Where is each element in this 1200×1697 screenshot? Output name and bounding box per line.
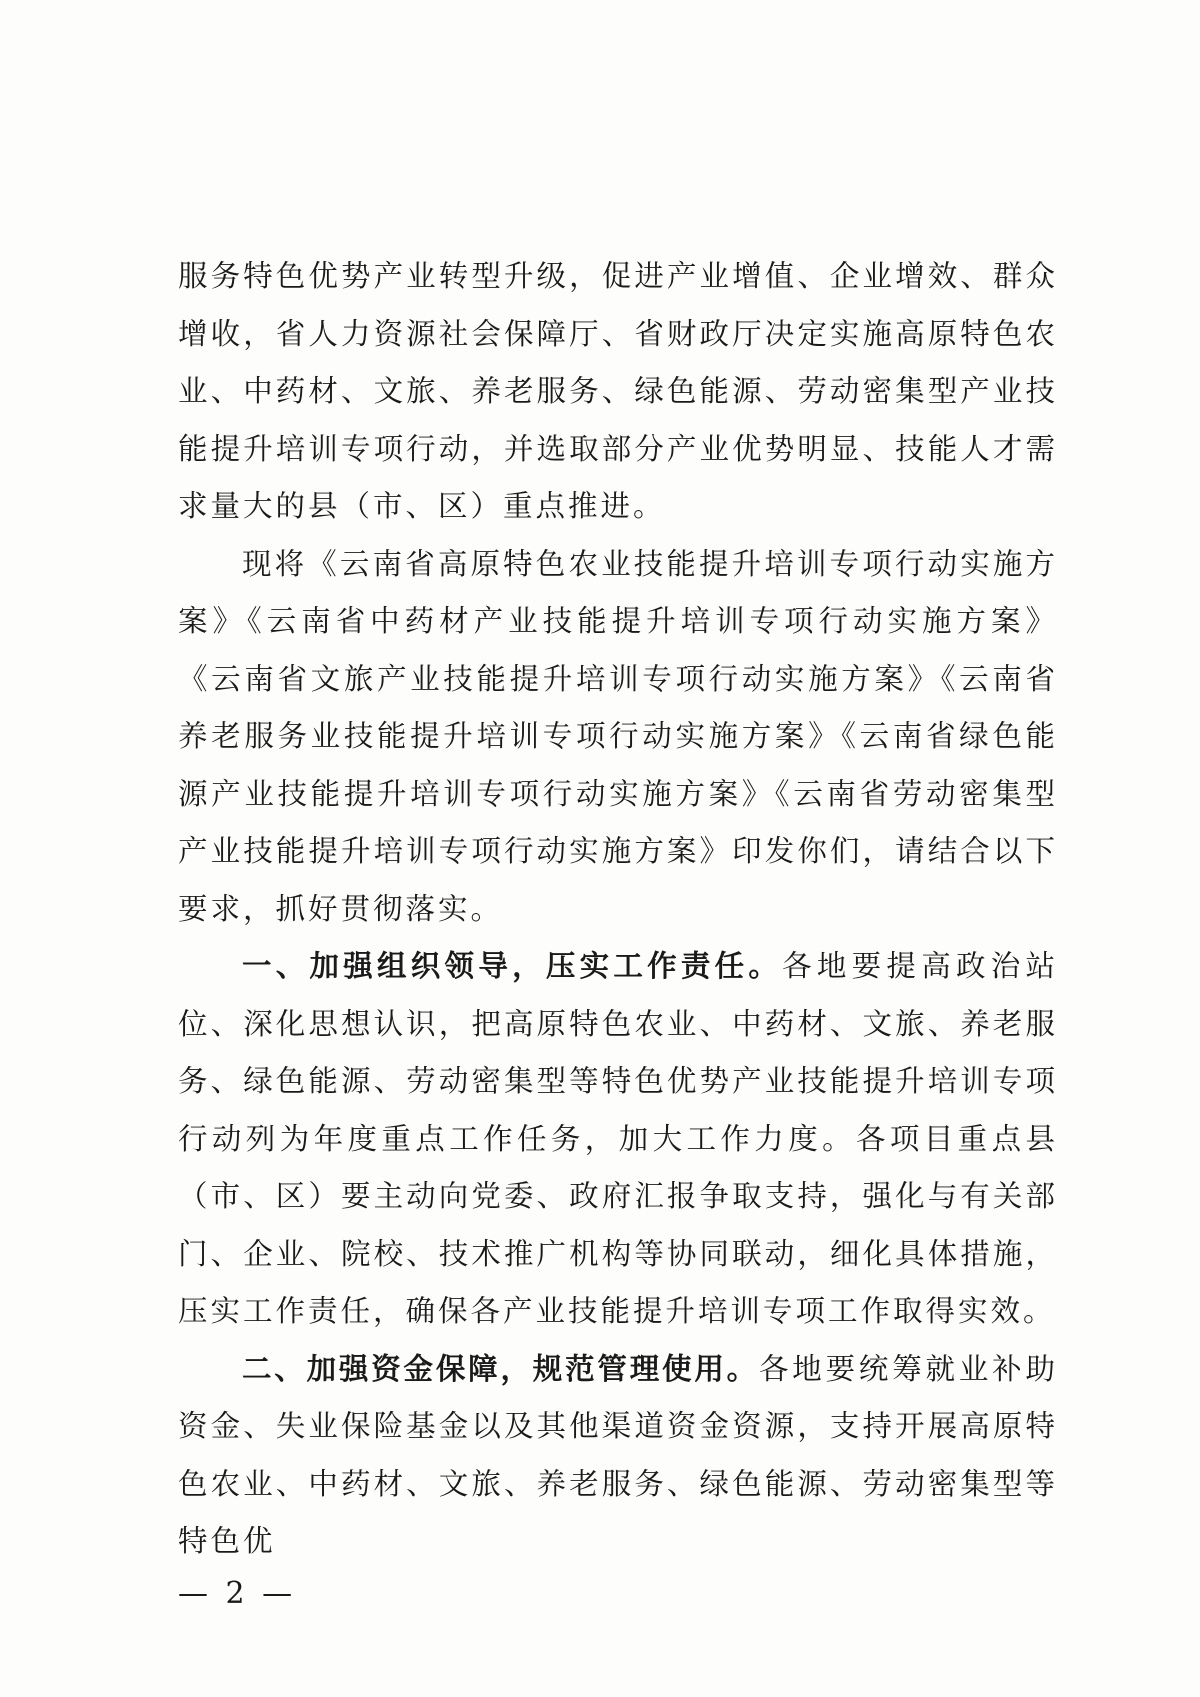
section-one-text: 各地要提高政治站位、深化思想认识，把高原特色农业、中药材、文旅、养老服务、绿色能源、劳动密集型等特色优势产业技能提升培训专项行动列为年度重点工作任务，加大工作力度。各项目重点县（市、区）要主动向党委、政府汇报争取支持，强化与有关部门、企业、院校、技术推广机构等协同联动，细化具体措施，压实工作责任，确保各产业技能提升培训专项工作取得实效。 <box>178 949 1058 1328</box>
paragraph-1 <box>178 248 1058 536</box>
section-two-heading: 二、加强资金保障，规范管理使用。 <box>242 1351 759 1386</box>
paragraph-4-section-two <box>178 1341 1058 1571</box>
section-one-heading: 一、加强组织领导，压实工作责任。 <box>242 949 783 983</box>
paragraph-2-text: 现将《云南省高原特色农业技能提升培训专项行动实施方案》《云南省中药材产业技能提升培训专项行动实施方案》《云南省文旅产业技能提升培训专项行动实施方案》《云南省养老服务业技能提升培训专项行动实施方案》《云南省绿色能源产业技能提升培训专项行动实施方案》《云南省劳动密集型产业技能提升培训专项行动实施方案》印发你们，请结合以下要求，抓好贯彻落实。 <box>178 546 1058 926</box>
document-body <box>178 248 1058 1571</box>
paragraph-1-text: 服务特色优势产业转型升级，促进产业增值、企业增效、群众增收，省人力资源社会保障厅、省财政厅决定实施高原特色农业、中药材、文旅、养老服务、绿色能源、劳动密集型产业技能提升培训专项行动，并选取部分产业优势明显、技能人才需求量大的县（市、区）重点推进。 <box>178 259 1058 523</box>
paragraph-3-section-one <box>178 938 1058 1341</box>
section-two-text: 各地要统筹就业补助资金、失业保险基金以及其他渠道资金资源，支持开展高原特色农业、中药材、文旅、养老服务、绿色能源、劳动密集型等特色优 <box>178 1351 1058 1558</box>
page-number: — 2 — <box>178 1576 297 1611</box>
paragraph-2 <box>178 536 1058 939</box>
